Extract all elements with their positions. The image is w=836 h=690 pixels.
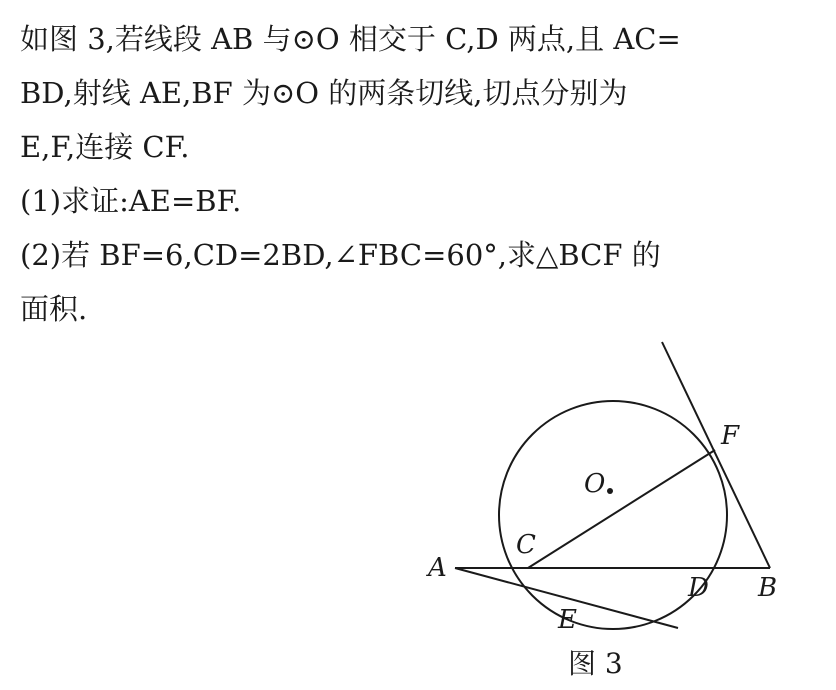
label-o: O (584, 469, 606, 499)
label-b: B (758, 573, 778, 603)
problem-line-3: E,F,连接 CF. (20, 130, 190, 164)
geometry-figure (410, 330, 810, 690)
figure-caption: 图 3 (568, 647, 623, 680)
problem-part-1: (1)求证:AE=BF. (20, 184, 242, 218)
label-e: E (558, 605, 577, 635)
problem-text (20, 12, 820, 336)
label-d: D (688, 573, 709, 603)
label-c: C (516, 530, 536, 560)
problem-line-1: 如图 3,若线段 AB 与⊙O 相交于 C,D 两点,且 AC= (20, 22, 681, 56)
label-a: A (428, 553, 447, 583)
figure-svg (410, 330, 810, 690)
problem-line-6: 面积. (20, 292, 88, 326)
center-dot (607, 488, 613, 494)
label-f: F (721, 421, 740, 451)
problem-part-2: (2)若 BF=6,CD=2BD,∠FBC=60°,求△BCF 的 (20, 238, 661, 272)
segment-cf (528, 450, 715, 568)
ray-bf (662, 342, 770, 568)
problem-line-2: BD,射线 AE,BF 为⊙O 的两条切线,切点分别为 (20, 76, 628, 110)
